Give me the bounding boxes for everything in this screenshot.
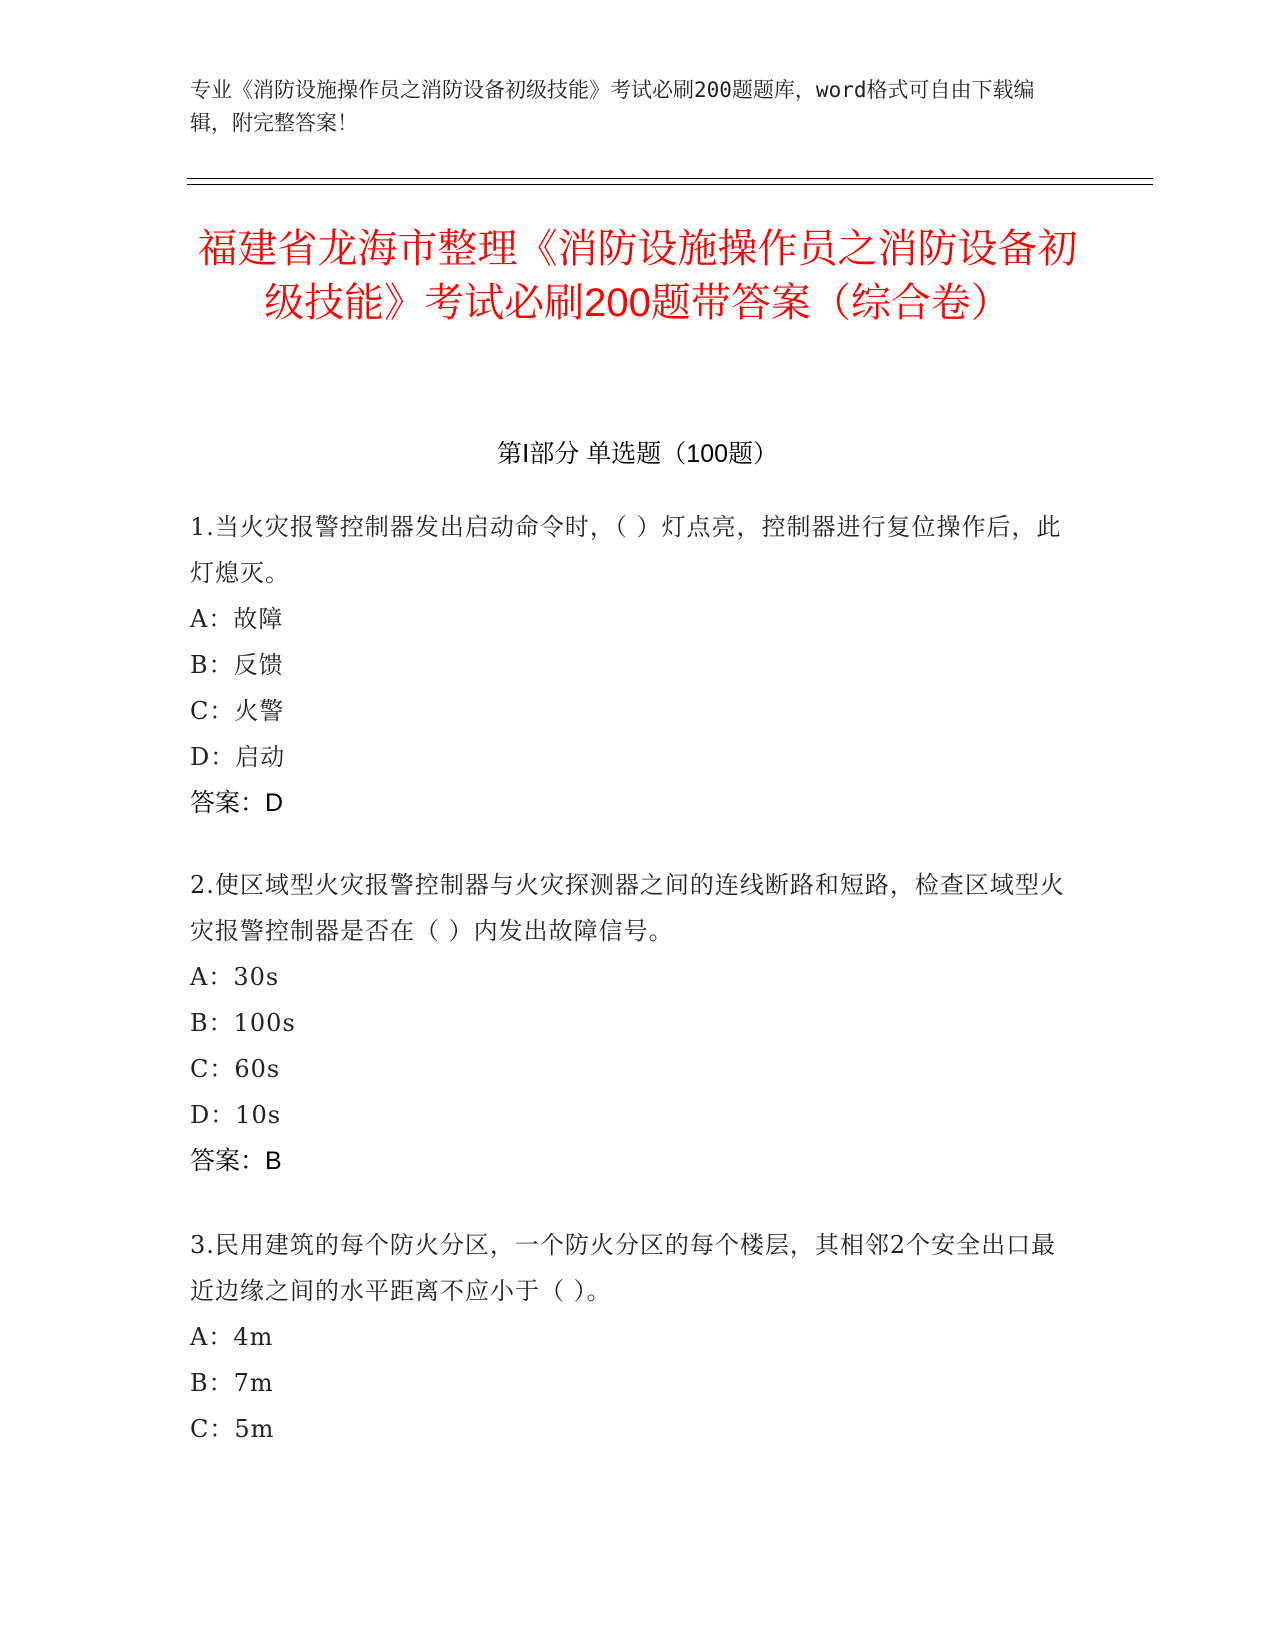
question-3 [190, 1222, 1070, 1452]
question-stem: 2.使区域型火灾报警控制器与火灾探测器之间的连线断路和短路，检查区域型火灾报警控制器是否在（ ）内发出故障信号。 [190, 871, 1065, 945]
option-c: C：火警 [190, 697, 285, 725]
answer: 答案：B [190, 1147, 282, 1175]
option-c: C：5m [190, 1415, 275, 1443]
option-b: B：反馈 [190, 651, 284, 679]
answer: 答案：D [190, 789, 284, 817]
option-a: A：故障 [190, 605, 284, 633]
question-2 [190, 862, 1070, 1184]
document-title: 福建省龙海市整理《消防设施操作员之消防设备初级技能》考试必刷200题带答案（综合卷） [197, 227, 1078, 325]
option-a: A：30s [190, 963, 280, 991]
question-stem: 1.当火灾报警控制器发出启动命令时，（ ）灯点亮，控制器进行复位操作后，此灯熄灭。 [190, 513, 1062, 587]
section-title: 第Ⅰ部分 单选题（100题） [496, 440, 779, 468]
question-stem: 3.民用建筑的每个防火分区，一个防火分区的每个楼层，其相邻2个安全出口最近边缘之间的水平距离不应小于（ ）。 [190, 1231, 1057, 1305]
option-a: A：4m [190, 1323, 274, 1351]
option-d: D：启动 [190, 743, 286, 771]
option-d: D：10s [190, 1101, 282, 1129]
option-c: C：60s [190, 1055, 281, 1083]
header-divider-bottom [187, 184, 1153, 185]
question-1 [190, 504, 1070, 826]
header-divider-top [187, 178, 1153, 179]
header-note: 专业《消防设施操作员之消防设备初级技能》考试必刷200题题库，word格式可自由下载编辑，附完整答案！ [190, 78, 1035, 135]
option-b: B：7m [190, 1369, 274, 1397]
option-b: B：100s [190, 1009, 296, 1037]
